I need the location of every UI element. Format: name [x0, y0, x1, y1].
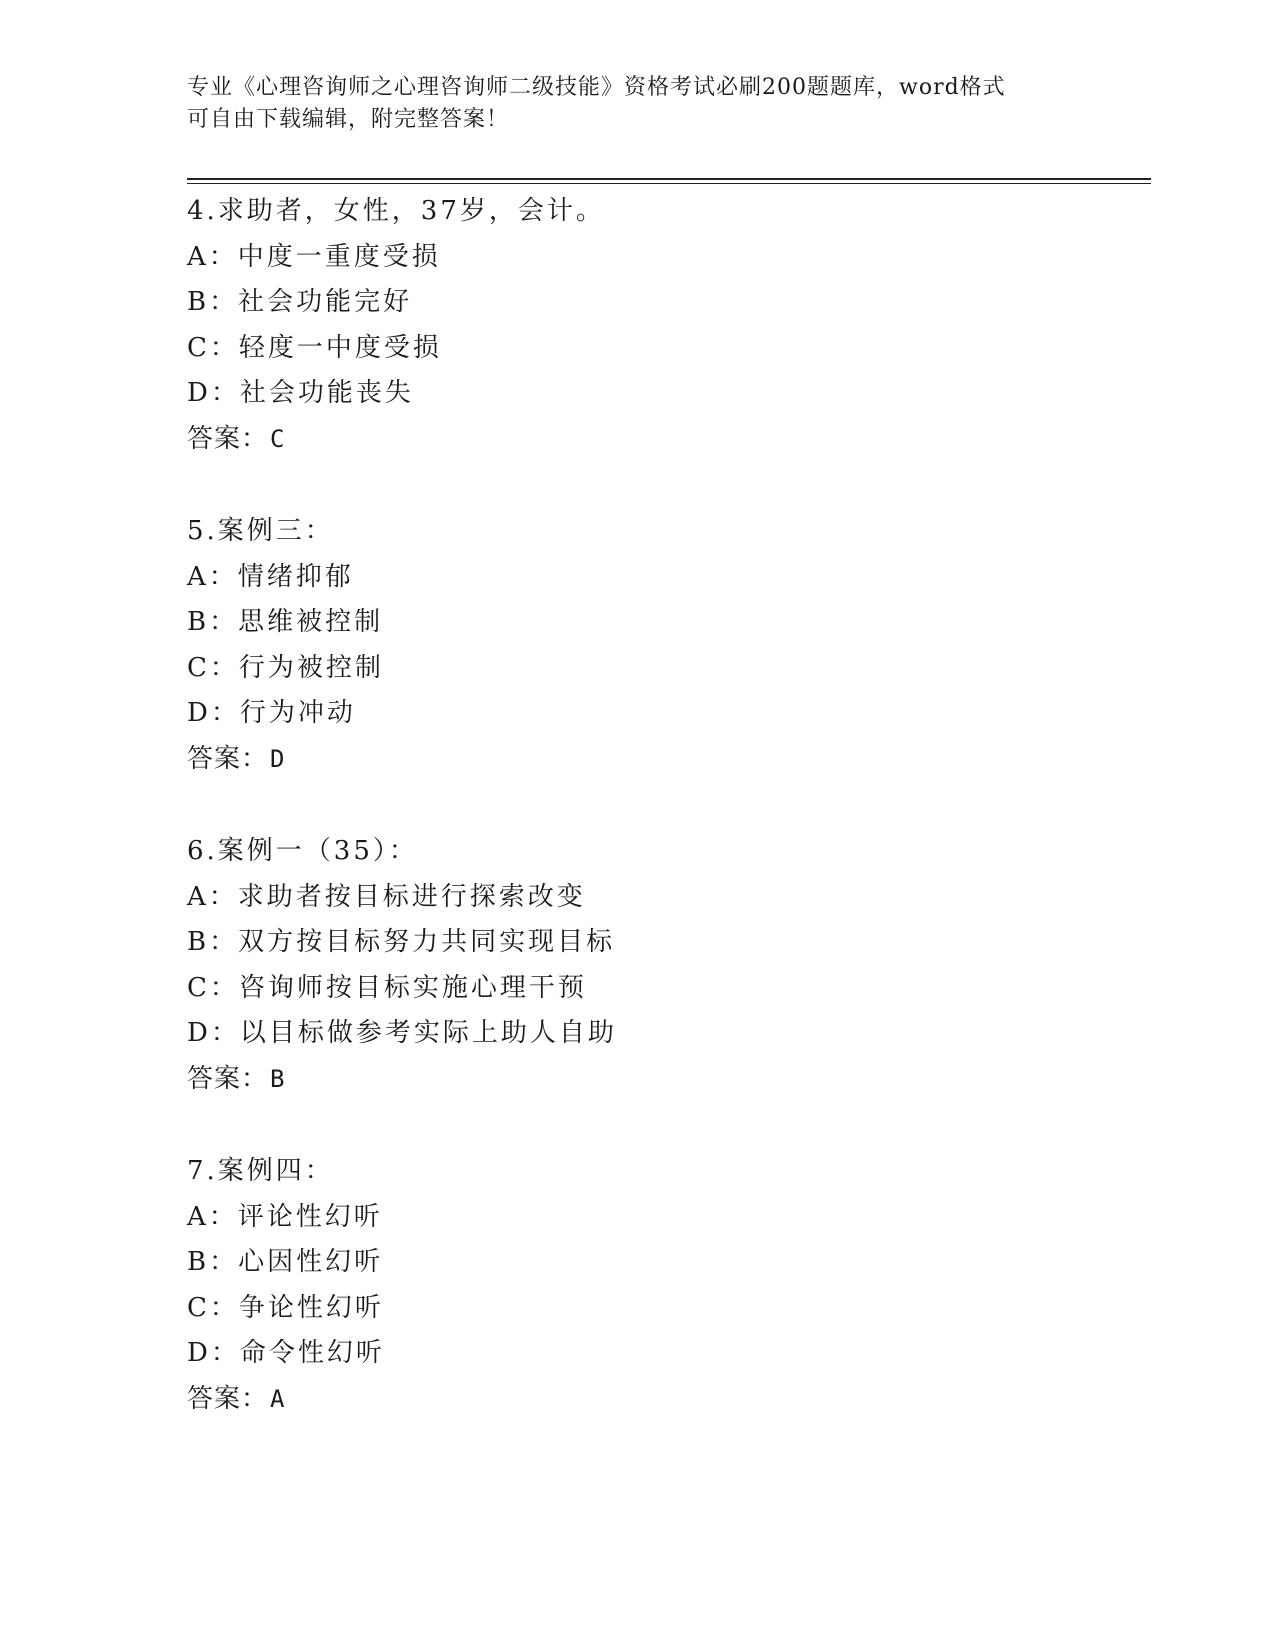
answer-label: 答案：	[187, 423, 269, 454]
option-c: C：行为被控制	[187, 652, 384, 683]
option-a: A：中度一重度受损	[187, 241, 441, 272]
option-d: D：以目标做参考实际上助人自助	[187, 1018, 617, 1048]
option-d: D：行为冲动	[187, 698, 356, 728]
question-title: 6.案例一（35）：	[187, 836, 418, 866]
header-rule-thin	[187, 183, 1151, 184]
answer-line	[187, 417, 1087, 463]
document-header	[187, 72, 1067, 136]
answer-line	[187, 1377, 1087, 1423]
question-item	[187, 509, 1087, 829]
question-title: 4.求助者，女性，37岁，会计。	[187, 196, 605, 226]
option-c: C：轻度一中度受损	[187, 332, 442, 363]
question-item	[187, 1149, 1087, 1469]
answer-label: 答案：	[187, 743, 269, 774]
question-list	[187, 189, 1087, 1469]
option-d: D：社会功能丧失	[187, 378, 414, 408]
header-line-2: 可自由下载编辑，附完整答案！	[187, 107, 510, 132]
answer-value: A	[270, 1384, 285, 1413]
option-b: B：心因性幻听	[187, 1247, 384, 1277]
question-title: 7.案例四：	[187, 1156, 334, 1186]
answer-label: 答案：	[187, 1383, 269, 1414]
answer-value: D	[270, 744, 285, 773]
option-a: A：情绪抑郁	[187, 561, 354, 592]
answer-value: C	[270, 424, 285, 453]
option-d: D：命令性幻听	[187, 1338, 385, 1368]
option-b: B：双方按目标努力共同实现目标	[187, 927, 616, 957]
option-c: C：咨询师按目标实施心理干预	[187, 972, 587, 1003]
option-a: A：评论性幻听	[187, 1201, 383, 1232]
header-rule-thick	[187, 178, 1151, 180]
option-a: A：求助者按目标进行探索改变	[187, 881, 586, 912]
answer-line	[187, 1057, 1087, 1103]
header-line-1: 专业《心理咨询师之心理咨询师二级技能》资格考试必刷200题题库，word格式	[187, 75, 1006, 100]
answer-value: B	[270, 1064, 285, 1093]
option-b: B：社会功能完好	[187, 287, 413, 317]
option-c: C：争论性幻听	[187, 1292, 384, 1323]
option-b: B：思维被控制	[187, 607, 384, 637]
question-item	[187, 189, 1087, 509]
answer-label: 答案：	[187, 1063, 269, 1094]
question-title: 5.案例三：	[187, 516, 334, 546]
question-item	[187, 829, 1087, 1149]
answer-line	[187, 737, 1087, 783]
